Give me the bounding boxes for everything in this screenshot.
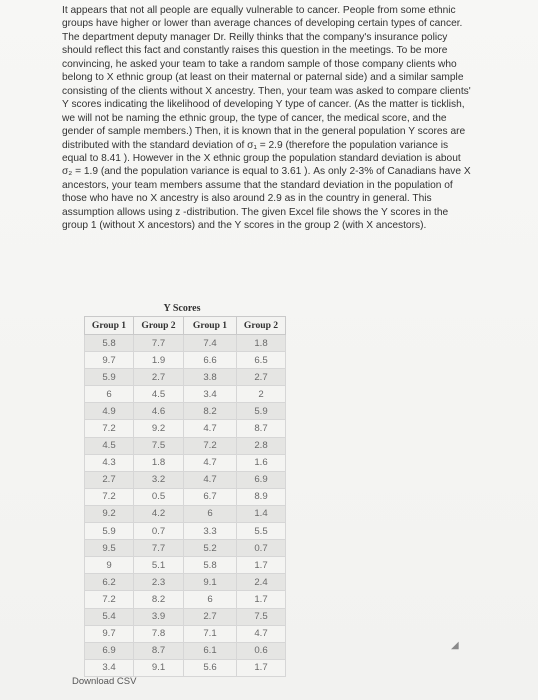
table-row [85, 574, 286, 591]
column-header: Group 1 [184, 317, 237, 335]
table-cell: 3.8 [184, 369, 237, 386]
table-cell: 7.7 [134, 540, 184, 557]
table-cell: 7.5 [134, 437, 184, 454]
table-cell: 0.6 [237, 642, 286, 659]
table-cell: 6 [184, 591, 237, 608]
table-row [85, 335, 286, 352]
corner-arrow-icon: ◢ [451, 640, 459, 651]
table-cell: 6.9 [85, 642, 134, 659]
download-csv-link[interactable]: Download CSV [72, 676, 137, 687]
table-cell: 1.8 [237, 335, 286, 352]
table-cell: 7.8 [134, 625, 184, 642]
table-cell: 5.6 [184, 659, 237, 676]
table-cell: 5.8 [85, 335, 134, 352]
table-cell: 8.7 [237, 420, 286, 437]
table-cell: 3.9 [134, 608, 184, 625]
table-cell: 9.5 [85, 540, 134, 557]
table-row [85, 557, 286, 574]
table-body [85, 335, 286, 677]
table-cell: 1.9 [134, 352, 184, 369]
table-cell: 5.9 [237, 403, 286, 420]
table-cell: 6.2 [85, 574, 134, 591]
table-cell: 1.8 [134, 454, 184, 471]
table-cell: 8.2 [184, 403, 237, 420]
table-row [85, 505, 286, 522]
problem-statement: It appears that not all people are equally vulnerable to cancer. People from some ethnic groups have higher or lower than average chances of developing certain types of cancer. The department deputy manager Dr. Reilly thinks that the company's insurance policy should reflect this fact and constantly raises this question in the meetings. To be more convincing, he asked your team to take a random sample of those company clients who belong to X ethnic group (at least on their maternal or paternal side) and a similar sample consisting of the clients without X ancestry. Then, your team was asked to compare clients' Y scores indicating the likelihood of developing Y type of cancer. (As the matter is ticklish, we will not be naming the ethnic group, the type of cancer, the medical score, and the gender of sample members.) Then, it is known that in the general population Y scores are distributed with the standard deviation of σ₁ = 2.9 (therefore the population variance is equal to 8.41 ). However in the X ethnic group the population standard deviation is about σ₂ = 1.9 (and the population variance is equal to 3.61 ). As only 2-3% of Canadians have X ancestors, your team members assume that the standard deviation in the population of those who have no X ancestry is also around 2.9 as in the country in general. This assumption allows using z -distribution. The given Excel file shows the Y scores in the group 1 (without X ancestors) and the Y scores in the group 2 (with X ancestors). [62, 5, 474, 232]
table-cell: 9.1 [134, 659, 184, 676]
table-cell: 4.7 [184, 454, 237, 471]
table-cell: 0.7 [237, 540, 286, 557]
table-cell: 6.5 [237, 352, 286, 369]
table-cell: 0.7 [134, 523, 184, 540]
table-row [85, 488, 286, 505]
table-cell: 5.1 [134, 557, 184, 574]
table-cell: 7.2 [184, 437, 237, 454]
table-cell: 5.5 [237, 523, 286, 540]
table-cell: 8.9 [237, 488, 286, 505]
table-row [85, 659, 286, 676]
table-cell: 8.7 [134, 642, 184, 659]
table-cell: 5.2 [184, 540, 237, 557]
y-scores-table [84, 316, 286, 677]
table-cell: 7.2 [85, 420, 134, 437]
table-cell: 5.9 [85, 369, 134, 386]
y-scores-table-container [84, 302, 286, 677]
table-cell: 4.5 [85, 437, 134, 454]
table-row [85, 403, 286, 420]
table-cell: 9 [85, 557, 134, 574]
table-row [85, 625, 286, 642]
table-cell: 4.7 [184, 471, 237, 488]
column-header: Group 1 [85, 317, 134, 335]
table-cell: 6 [85, 386, 134, 403]
table-row [85, 386, 286, 403]
table-cell: 8.2 [134, 591, 184, 608]
table-row [85, 369, 286, 386]
table-cell: 5.4 [85, 608, 134, 625]
table-cell: 9.7 [85, 625, 134, 642]
table-cell: 6.7 [184, 488, 237, 505]
table-cell: 3.2 [134, 471, 184, 488]
table-cell: 4.5 [134, 386, 184, 403]
table-row [85, 454, 286, 471]
table-cell: 1.6 [237, 454, 286, 471]
table-cell: 4.6 [134, 403, 184, 420]
table-cell: 5.9 [85, 523, 134, 540]
table-cell: 6.6 [184, 352, 237, 369]
table-cell: 2.3 [134, 574, 184, 591]
column-header: Group 2 [237, 317, 286, 335]
table-row [85, 471, 286, 488]
table-cell: 7.5 [237, 608, 286, 625]
table-cell: 6.1 [184, 642, 237, 659]
table-cell: 7.7 [134, 335, 184, 352]
table-cell: 4.2 [134, 505, 184, 522]
table-cell: 6 [184, 505, 237, 522]
column-header: Group 2 [134, 317, 184, 335]
table-cell: 7.1 [184, 625, 237, 642]
table-row [85, 352, 286, 369]
table-cell: 9.2 [134, 420, 184, 437]
table-header-row [85, 317, 286, 335]
table-row [85, 437, 286, 454]
table-cell: 3.3 [184, 523, 237, 540]
table-cell: 2.8 [237, 437, 286, 454]
table-row [85, 591, 286, 608]
table-cell: 7.2 [85, 591, 134, 608]
table-row [85, 642, 286, 659]
table-cell: 1.7 [237, 557, 286, 574]
table-row [85, 420, 286, 437]
table-cell: 2.4 [237, 574, 286, 591]
table-cell: 2 [237, 386, 286, 403]
table-cell: 1.4 [237, 505, 286, 522]
table-cell: 9.1 [184, 574, 237, 591]
table-cell: 9.2 [85, 505, 134, 522]
table-cell: 2.7 [184, 608, 237, 625]
table-row [85, 540, 286, 557]
table-cell: 2.7 [237, 369, 286, 386]
table-cell: 7.4 [184, 335, 237, 352]
table-cell: 5.8 [184, 557, 237, 574]
table-cell: 4.3 [85, 454, 134, 471]
table-row [85, 523, 286, 540]
table-cell: 9.7 [85, 352, 134, 369]
table-row [85, 608, 286, 625]
table-cell: 2.7 [134, 369, 184, 386]
table-cell: 4.7 [237, 625, 286, 642]
table-cell: 4.9 [85, 403, 134, 420]
table-cell: 1.7 [237, 659, 286, 676]
table-cell: 1.7 [237, 591, 286, 608]
table-cell: 2.7 [85, 471, 134, 488]
table-title: Y Scores [163, 303, 201, 314]
table-cell: 6.9 [237, 471, 286, 488]
table-cell: 0.5 [134, 488, 184, 505]
table-cell: 4.7 [184, 420, 237, 437]
table-cell: 3.4 [85, 659, 134, 676]
table-cell: 3.4 [184, 386, 237, 403]
table-cell: 7.2 [85, 488, 134, 505]
